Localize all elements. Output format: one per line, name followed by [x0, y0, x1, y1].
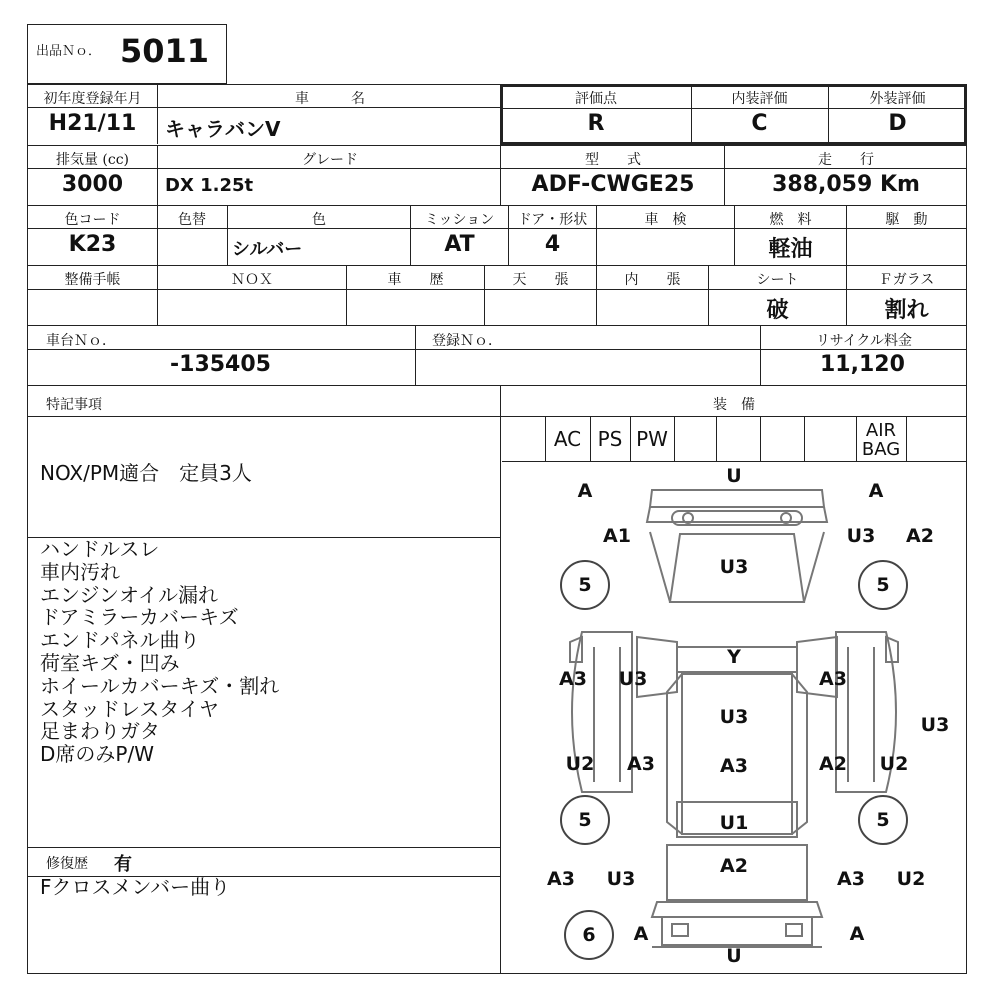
notes-item: ホイールカバーキズ・割れ [40, 673, 280, 698]
notes-item: エンドパネル曲り [40, 628, 200, 653]
damage-mark: A2 [720, 855, 748, 877]
equipment-item: PS [597, 427, 623, 451]
damage-mark: A [633, 923, 649, 945]
equipment-title: 装 備 [713, 397, 755, 413]
doors-label: ドア・形状 [517, 212, 588, 228]
repair-detail: Fクロスメンバー曲り [40, 875, 231, 899]
damage-mark: A3 [819, 668, 847, 690]
notes-item: エンジンオイル漏れ [40, 582, 218, 607]
rule [27, 325, 967, 326]
equipment-item: AIR BAG [861, 419, 901, 460]
rule [856, 416, 857, 461]
damage-mark: U3 [719, 556, 749, 578]
equipment-item: PW [636, 427, 668, 451]
history-label: 車 歴 [387, 272, 444, 288]
reg-label: 初年度登録年月 [43, 91, 142, 107]
exterior-value: D [888, 111, 907, 136]
rule [760, 416, 761, 461]
damage-mark: A3 [720, 755, 748, 777]
mission-value: AT [444, 232, 475, 257]
grade-value: DX 1.25t [165, 175, 254, 196]
damage-mark: A1 [603, 525, 631, 547]
damage-mark: A3 [559, 668, 587, 690]
equipment-item [716, 418, 760, 461]
damage-mark: U [726, 945, 742, 967]
rule [27, 205, 967, 206]
equipment-item [674, 418, 716, 461]
tire-rating: 6 [564, 910, 614, 960]
rule [500, 385, 501, 974]
damage-mark: A2 [819, 753, 847, 775]
rule [760, 325, 761, 385]
name-value: キャラバンV [165, 117, 281, 141]
mission-label: ミッション [424, 212, 495, 228]
rule [27, 385, 967, 386]
damage-mark: U3 [719, 706, 749, 728]
color-label: 色 [312, 212, 326, 228]
nox-label: ＮＯＸ [231, 272, 273, 288]
score-value: R [587, 111, 605, 136]
notes-line1: NOX/PM適合 定員3人 [40, 461, 252, 485]
damage-mark: U3 [920, 714, 950, 736]
seat-value: 破 [766, 298, 789, 323]
notes-item: 荷室キズ・凹み [40, 651, 180, 675]
damage-mark: A3 [837, 868, 865, 890]
fglass-label: Ｆガラス [878, 272, 935, 288]
exterior-label: 外装評価 [869, 91, 926, 107]
displacement-label: 排気量 (cc) [55, 152, 130, 168]
notes-item: ハンドルスレ [40, 537, 160, 561]
name-label: 車 名 [295, 91, 365, 107]
color-change-label: 色替 [178, 212, 206, 228]
equipment-item: AC [553, 427, 582, 451]
damage-mark: A [577, 480, 593, 502]
rule [630, 416, 631, 461]
chassis-label: 車台Ｎｏ． [46, 333, 116, 349]
equipment-item [804, 418, 856, 461]
model-label: 型 式 [585, 152, 641, 168]
damage-mark: U3 [606, 868, 636, 890]
model-value: ADF-CWGE25 [531, 172, 695, 197]
damage-mark: Y [727, 646, 741, 668]
damage-mark: A3 [627, 753, 655, 775]
doors-value: 4 [544, 232, 561, 257]
notes-item: D席のみP/W [40, 742, 154, 767]
rule [157, 84, 158, 144]
inspection-label: 車 検 [644, 212, 687, 228]
grade-label: グレード [302, 152, 358, 168]
maintenance-label: 整備手帳 [64, 272, 121, 288]
damage-mark: A2 [906, 525, 934, 547]
seat-label: シート [756, 272, 799, 288]
rule [27, 265, 967, 266]
rule [906, 416, 907, 461]
notes-title: 特記事項 [46, 397, 102, 413]
damage-mark: U [726, 465, 742, 487]
rule [157, 145, 158, 205]
damage-mark: U1 [719, 812, 749, 834]
rule [415, 325, 416, 385]
rule [27, 416, 967, 417]
notes-item: スタッドレスタイヤ [40, 696, 219, 721]
reg-value: H21/11 [48, 111, 137, 136]
damage-mark: U3 [618, 668, 648, 690]
damage-mark: U2 [879, 753, 909, 775]
rule [27, 289, 967, 290]
rule [590, 416, 591, 461]
rule [545, 416, 546, 461]
rule [716, 416, 717, 461]
equipment-item [760, 418, 804, 461]
damage-mark: U3 [846, 525, 876, 547]
tire-rating: 5 [560, 795, 610, 845]
damage-mark: A [849, 923, 865, 945]
drive-label: 駆 動 [885, 212, 928, 228]
color-value: シルバー [232, 239, 303, 260]
notes-item: ドアミラーカバーキズ [40, 605, 239, 630]
chassis-value: -135405 [170, 352, 271, 377]
lot-number: 5011 [120, 32, 210, 70]
color-code-value: K23 [68, 232, 117, 257]
rule [27, 145, 967, 146]
score-label: 評価点 [575, 91, 617, 107]
notes-item: 足まわりガタ [40, 719, 160, 744]
fuel-label: 燃 料 [769, 212, 812, 228]
rule [674, 416, 675, 461]
repair-label: 修復歴 [46, 856, 88, 872]
damage-mark: U2 [565, 753, 595, 775]
registration-label: 登録Ｎｏ． [432, 333, 502, 349]
rule [804, 416, 805, 461]
damage-mark: A3 [547, 868, 575, 890]
rule [828, 84, 829, 144]
interior-value: C [751, 111, 768, 136]
rule [500, 145, 501, 205]
tire-rating: 5 [858, 560, 908, 610]
tire-rating: 5 [858, 795, 908, 845]
notes-item: 車内汚れ [40, 559, 120, 584]
fglass-value: 割れ [884, 298, 929, 323]
repair-value: 有 [114, 854, 132, 875]
damage-mark: A [868, 480, 884, 502]
lot-label: 出品Ｎｏ． [36, 44, 102, 59]
ceiling-label: 天 張 [512, 272, 569, 288]
interior-label: 内装評価 [731, 91, 788, 107]
color-code-label: 色コード [64, 212, 121, 228]
tire-rating: 5 [560, 560, 610, 610]
rule [724, 145, 725, 205]
mileage-value: 388,059 Km [772, 172, 920, 197]
fuel-value: 軽油 [768, 237, 813, 262]
rule [27, 847, 500, 848]
damage-mark: U2 [896, 868, 926, 890]
displacement-value: 3000 [61, 172, 124, 197]
recycle-value: 11,120 [820, 352, 905, 377]
lining-label: 内 張 [624, 272, 681, 288]
recycle-label: リサイクル料金 [815, 333, 913, 349]
mileage-label: 走 行 [818, 152, 874, 168]
